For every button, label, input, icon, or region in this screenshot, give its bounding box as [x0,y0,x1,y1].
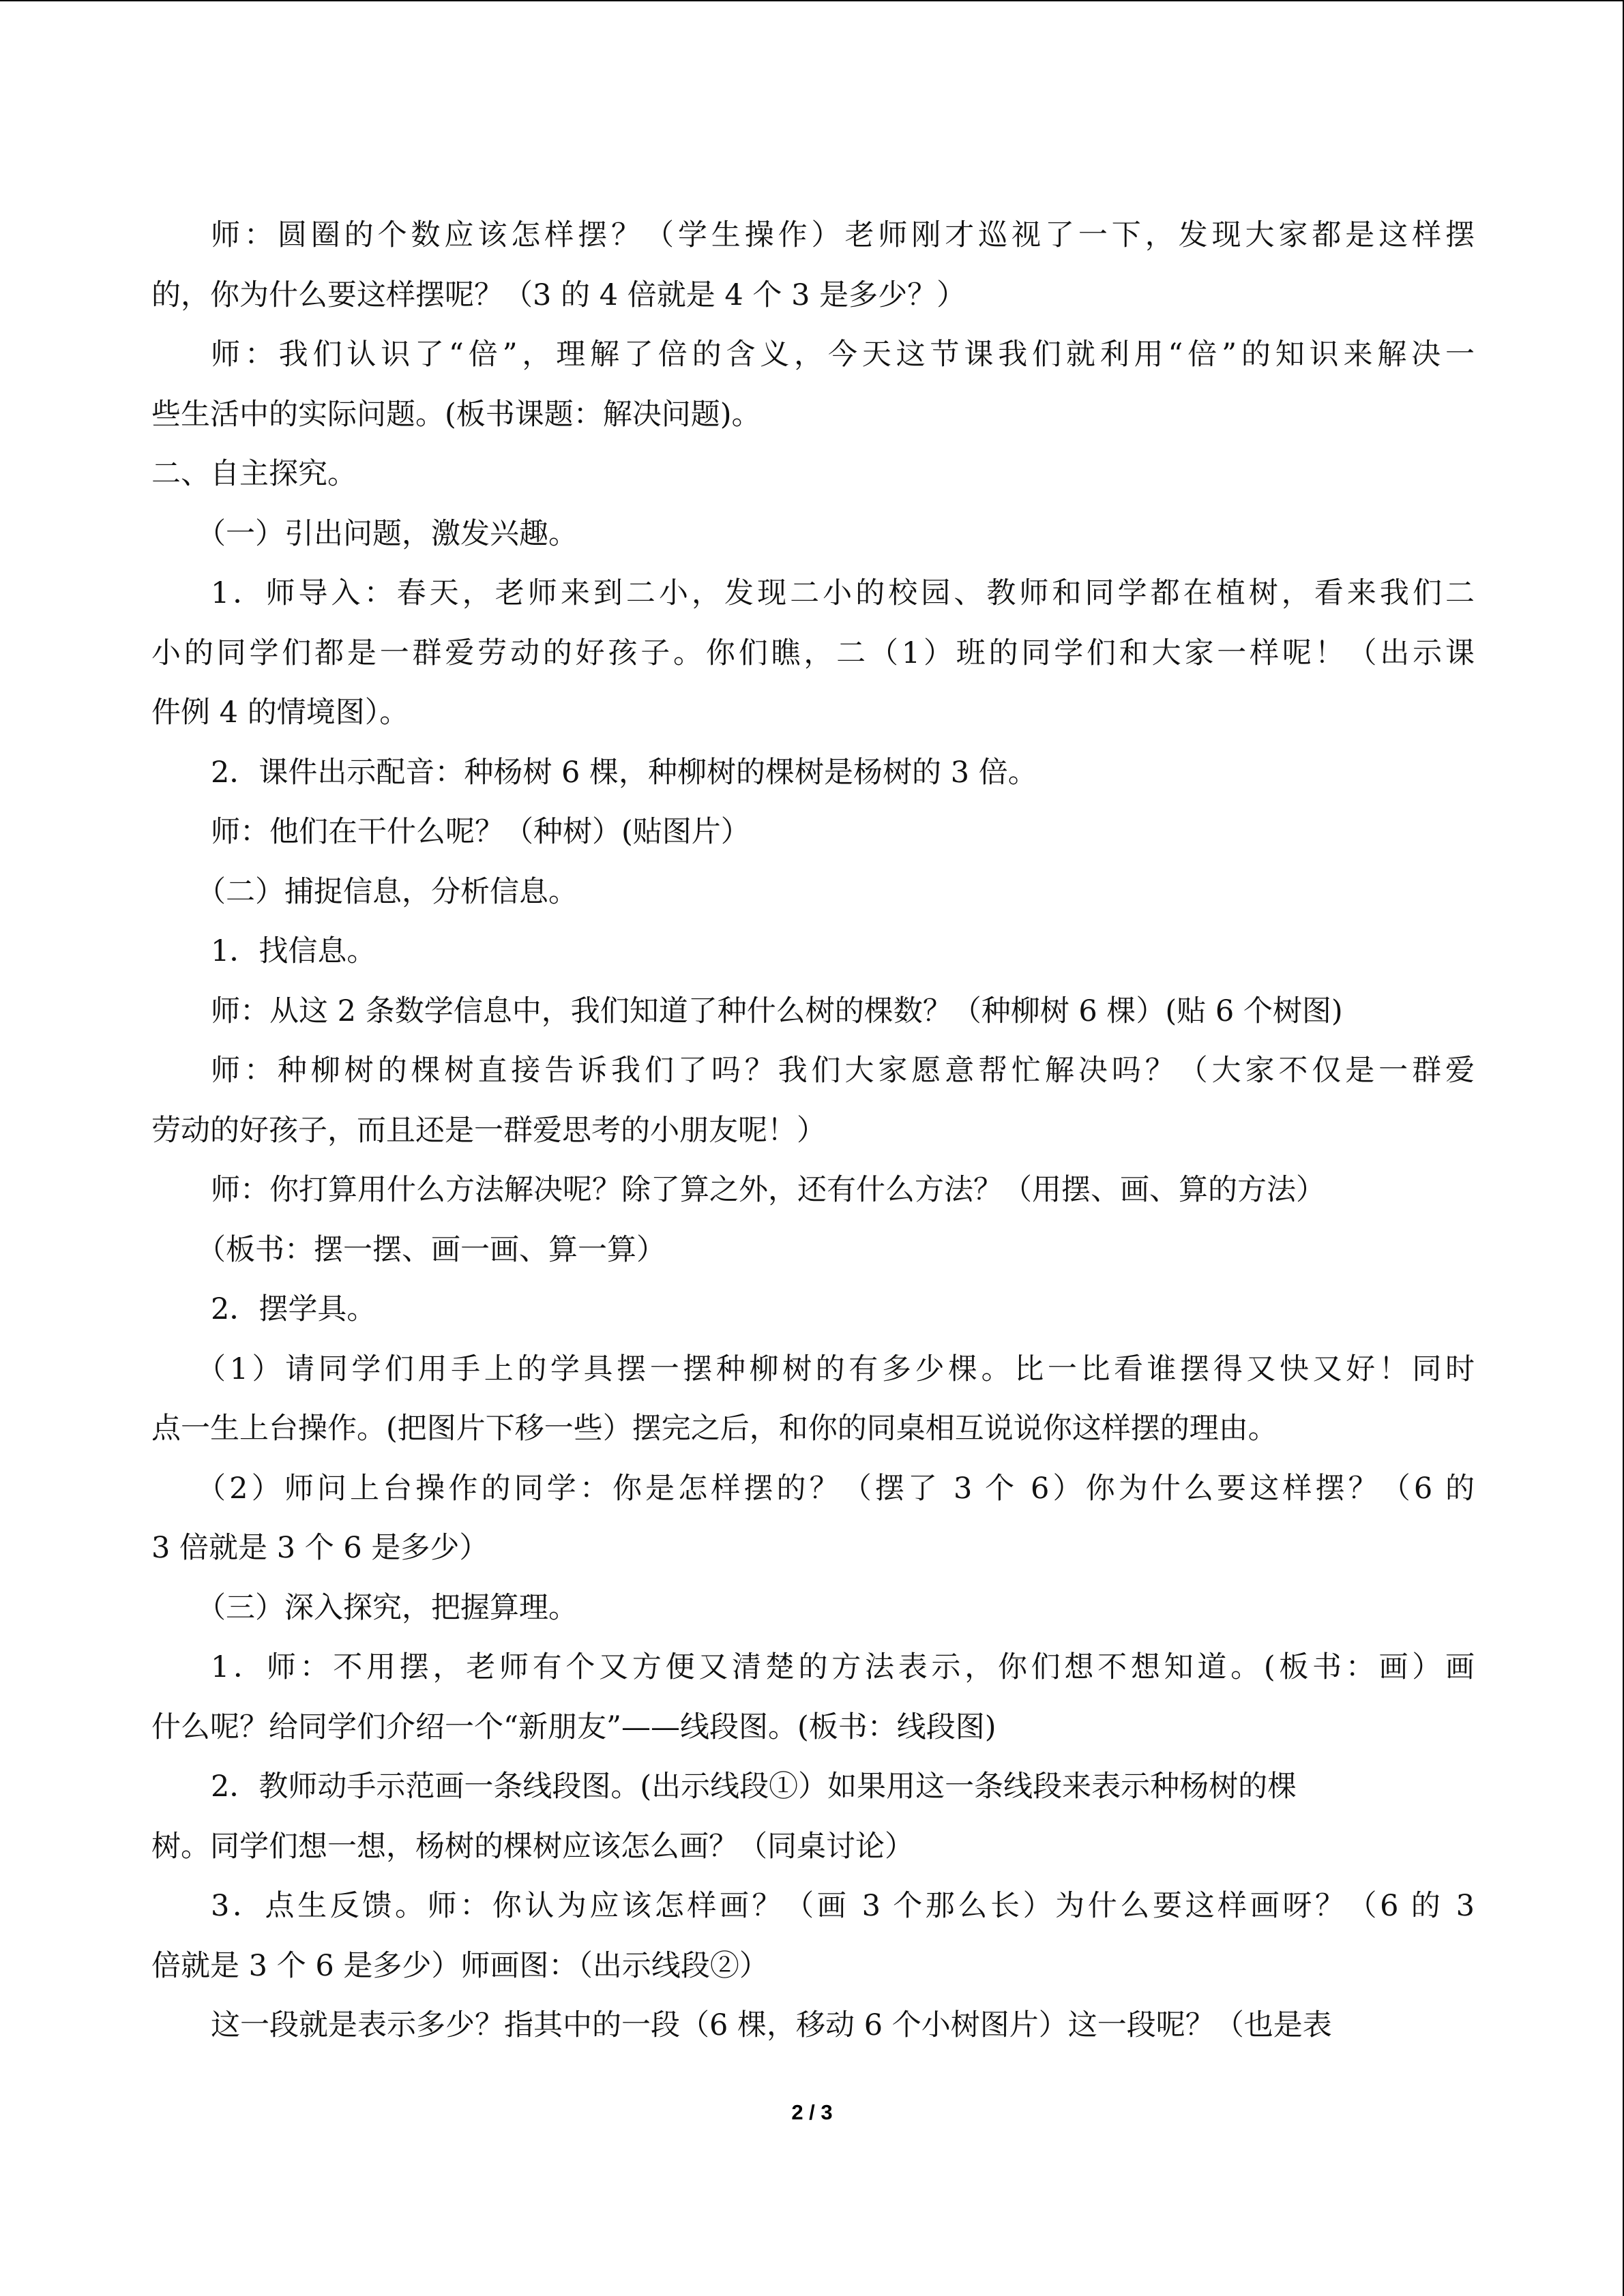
paragraph-line: 点一生上台操作。(把图片下移一些）摆完之后，和你的同桌相互说说你这样摆的理由。 [151,1412,1278,1446]
paragraph-line: 3 倍就是 3 个 6 是多少） [151,1531,489,1565]
paragraph-line: （板书：摆一摆、画一画、算一算） [196,1232,666,1267]
paragraph-line: 师：我们认识了“倍”，理解了倍的含义，今天这节课我们就利用“倍”的知识来解决一 [211,338,1475,372]
paragraph-line: 的，你为什么要这样摆呢？（3 的 4 倍就是 4 个 3 是多少？） [151,278,966,312]
section-heading: 二、自主探究。 [151,457,357,491]
paragraph-line: 师：圆圈的个数应该怎样摆？（学生操作）老师刚才巡视了一下，发现大家都是这样摆 [211,218,1475,252]
paragraph-line: 什么呢？给同学们介绍一个“新朋友”——线段图。(板书：线段图) [151,1710,996,1744]
paragraph-line: 件例 4 的情境图）。 [151,696,409,730]
paragraph-line: 师：他们在干什么呢？（种树）(贴图片） [211,815,750,849]
paragraph-line: （1）请同学们用手上的学具摆一摆种柳树的有多少棵。比一比看谁摆得又快又好！同时 [196,1352,1475,1386]
paragraph-line: 树。同学们想一想，杨树的棵树应该怎么画？（同桌讨论） [151,1829,914,1864]
paragraph-line: 2．摆学具。 [211,1292,377,1326]
subsection-heading: （三）深入探究，把握算理。 [196,1590,578,1625]
paragraph-line: （2）师问上台操作的同学：你是怎样摆的？（摆了 3 个 6）你为什么要这样摆？（6 的 [196,1471,1475,1506]
paragraph-line: 师：种柳树的棵树直接告诉我们了吗？我们大家愿意帮忙解决吗？（大家不仅是一群爱 [211,1054,1475,1088]
paragraph-line: 倍就是 3 个 6 是多少）师画图：（出示线段②） [151,1948,769,1983]
paragraph-line: 3．点生反馈。师：你认为应该怎样画？（画 3 个那么长）为什么要这样画呀？（6 的 3 [211,1889,1475,1923]
paragraph-line: 小的同学们都是一群爱劳动的好孩子。你们瞧，二（1）班的同学们和大家一样呢！（出示课 [151,636,1475,670]
paragraph-line: 师：你打算用什么方法解决呢？除了算之外，还有什么方法？（用摆、画、算的方法） [211,1173,1325,1207]
paragraph-line: 1．师：不用摆，老师有个又方便又清楚的方法表示，你们想不想知道。(板书：画）画 [211,1650,1475,1684]
paragraph-line: 些生活中的实际问题。(板书课题：解决问题)。 [151,397,761,432]
paragraph-line: 1．师导入：春天，老师来到二小，发现二小的校园、教师和同学都在植树，看来我们二 [211,576,1475,610]
paragraph-line: 2．课件出示配音：种杨树 6 棵，种柳树的棵树是杨树的 3 倍。 [211,755,1037,790]
paragraph-line: 2．教师动手示范画一条线段图。(出示线段①）如果用这一条线段来表示种杨树的棵 [211,1770,1297,1804]
subsection-heading: （二）捕捉信息，分析信息。 [196,874,578,909]
paragraph-line: 这一段就是表示多少？指其中的一段（6 棵，移动 6 个小树图片）这一段呢？（也是表 [211,2008,1332,2042]
document-body [151,206,1475,2056]
page-number: 2 / 3 [791,2100,833,2124]
paragraph-line: 师：从这 2 条数学信息中，我们知道了种什么树的棵数？（种柳树 6 棵）(贴 6 个树图) [211,994,1343,1028]
subsection-heading: （一）引出问题，激发兴趣。 [196,516,578,551]
paragraph-line: 1．找信息。 [211,934,377,968]
paragraph-line: 劳动的好孩子，而且还是一群爱思考的小朋友呢！） [151,1113,826,1148]
